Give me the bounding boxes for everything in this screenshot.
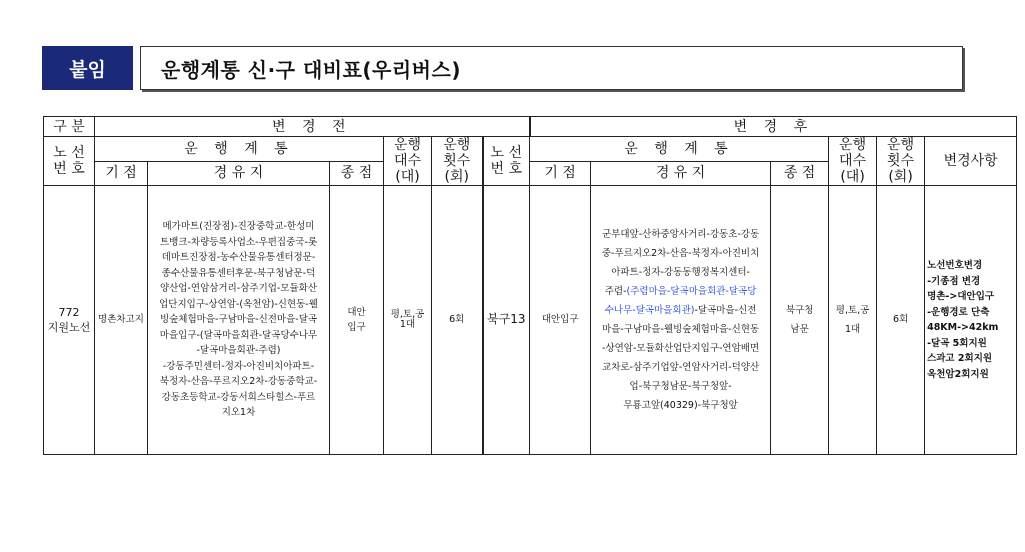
before-via-lines xyxy=(151,219,326,421)
after-start: 대안입구 xyxy=(530,186,591,455)
change-line: 노선번호변경 xyxy=(927,260,983,271)
after-via-line xyxy=(594,282,767,301)
after-count-line2: 1대 xyxy=(844,324,861,335)
header-changes: 변경사항 xyxy=(925,137,1017,186)
after-via-text: 업-북구청남문-북구청앞- xyxy=(629,381,732,392)
header-route-no-after-line2: 번 호 xyxy=(490,161,523,177)
header-via-before: 경 유 지 xyxy=(148,161,330,186)
before-freq: 6회 xyxy=(432,186,483,455)
before-via-line: -강동주민센터-정자-아진비치아파트- xyxy=(162,360,315,372)
after-via-text: 중-푸르지오2차-산음-북정자-아진비치 xyxy=(601,248,760,259)
after-via-line xyxy=(594,225,767,244)
before-via-line: 종수산물유통센터후문-북구청남문-덕 xyxy=(161,267,316,279)
header-row-2 xyxy=(44,137,1017,162)
before-end xyxy=(330,186,384,455)
header-route-no-before xyxy=(44,137,95,186)
before-count-line1: 평,토,공 xyxy=(390,309,425,320)
after-via-text: 군부대앞-산하중앙사거리-강동초-강동 xyxy=(602,229,760,240)
after-via-line xyxy=(594,339,767,358)
before-via-line: 트뱅크-차량등록사업소-우편집중국-롯 xyxy=(159,236,318,248)
before-via-line: 양산업-연암삼거리-삼주기업-모듈화산 xyxy=(159,283,318,295)
after-via-line xyxy=(594,263,767,282)
before-via-line: 데마트진장점-농수산물유통센터정문- xyxy=(161,252,316,264)
header-before: 변 경 전 xyxy=(95,117,530,137)
before-start: 명촌차고지 xyxy=(95,186,148,455)
header-count-after-line3: (대) xyxy=(840,169,865,185)
header-freq-before xyxy=(432,137,483,186)
header-freq-after-line2: 횟수 xyxy=(887,153,915,169)
after-route-number: 북구13 xyxy=(483,186,530,455)
comparison-table xyxy=(43,116,1017,455)
before-via-line: 업단지입구-상연암-(옥천암)-신현동-웰 xyxy=(159,298,318,310)
change-line: -운행경로 단축 xyxy=(927,306,990,318)
after-via-text: 마을-구남마을-웰빙숲체험마을-신현동 xyxy=(602,324,760,335)
after-end-line2: 남문 xyxy=(790,324,809,335)
before-via-line: 메가마트(진장점)-진장중학교-한성미 xyxy=(162,221,315,233)
change-line: 스과고 2회지원 xyxy=(927,353,993,364)
change-lines xyxy=(927,258,1016,382)
attachment-badge xyxy=(42,46,133,90)
before-via-line: -달곡마을회관-주렴) xyxy=(196,345,281,357)
header-gubun: 구 분 xyxy=(44,117,95,137)
header-freq-after-line1: 운행 xyxy=(887,137,915,153)
after-via-text: 교차로-삼주기업앞-연암사거리-덕양산 xyxy=(602,362,760,373)
after-via-line xyxy=(594,320,767,339)
header-count-line1: 운행 xyxy=(393,137,422,153)
header-freq-line3: (회) xyxy=(444,169,469,185)
before-via-line: 북정자-산음-푸르지오2차-강동중학교- xyxy=(159,376,318,388)
header-freq-after-line3: (회) xyxy=(888,169,913,185)
after-via-line xyxy=(594,244,767,263)
change-line: 48KM->42km xyxy=(927,322,999,333)
header-after: 변 경 후 xyxy=(530,117,1017,137)
header-start-after: 기 점 xyxy=(530,161,591,186)
header-freq-after xyxy=(877,137,925,186)
after-via-highlight: (주렴마을-달곡마을회관-달곡당 xyxy=(626,286,757,297)
after-changes xyxy=(925,186,1017,455)
change-line: -달곡 5회지원 xyxy=(927,337,987,349)
before-via-line: 빙숲체험마을-구남마을-신전마을-달곡 xyxy=(159,314,318,326)
before-count xyxy=(384,186,432,455)
after-via-highlight: 수나무-달곡마을회관) xyxy=(604,305,695,316)
after-via-tail: -달곡마을-신전 xyxy=(694,305,757,316)
after-count-line1: 평,토,공 xyxy=(835,305,870,316)
after-via-line xyxy=(594,301,767,320)
header-system-after: 운 행 계 통 xyxy=(530,137,829,162)
before-end-line1: 대안 xyxy=(347,306,366,318)
header-freq-line2: 횟수 xyxy=(443,153,471,169)
header-count-after xyxy=(829,137,877,186)
header-via-after: 경 유 지 xyxy=(591,161,771,186)
after-via-line xyxy=(594,396,767,415)
before-route-number-line2: 지원노선 xyxy=(47,321,91,334)
header-end-before: 종 점 xyxy=(330,161,384,186)
after-via-text: 무룡고앞(40329)-북구청앞 xyxy=(623,400,738,411)
change-line: 옥천암2회지원 xyxy=(927,368,989,380)
before-route-number-line1: 772 xyxy=(58,306,80,319)
after-via-line xyxy=(594,358,767,377)
change-line: -기종점 변경 xyxy=(927,275,981,287)
header-freq-line1: 운행 xyxy=(443,137,471,153)
before-via xyxy=(148,186,330,455)
header-row-1 xyxy=(44,117,1017,137)
change-line: 명촌->대안입구 xyxy=(927,291,995,302)
before-route-number xyxy=(44,186,95,455)
after-via-line xyxy=(594,377,767,396)
header-start-before: 기 점 xyxy=(95,161,148,186)
document-title-box xyxy=(140,46,963,90)
before-via-line: 강동초등학교-강동서희스타힐스-푸르 xyxy=(161,391,316,403)
header-count-line2: 대수 xyxy=(393,153,422,169)
table-row xyxy=(44,186,1017,455)
header-route-no-line1: 노 선 xyxy=(53,145,85,161)
after-via-text: 주렴- xyxy=(604,286,627,297)
header-end-after: 종 점 xyxy=(771,161,829,186)
after-via xyxy=(591,186,771,455)
before-via-line: 마을입구-(달곡마을회관-달곡당수나무 xyxy=(159,329,318,341)
before-count-line2: 1대 xyxy=(399,319,416,330)
document-title: 운행계통 신·구 대비표(우리버스) xyxy=(161,57,461,82)
attachment-badge-label: 붙임 xyxy=(69,58,106,81)
header-route-no-after xyxy=(483,137,530,186)
header-system-before: 운 행 계 통 xyxy=(95,137,384,162)
header-count-after-line1: 운행 xyxy=(839,137,867,153)
header-count-before xyxy=(384,137,432,186)
after-via-text: -상연암-모듈화산업단지입구-연암배면 xyxy=(602,343,760,354)
after-end-line1: 북구청 xyxy=(785,305,814,316)
header-route-no-line2: 번 호 xyxy=(53,161,85,177)
after-via-lines xyxy=(594,225,767,415)
header-route-no-after-line1: 노 선 xyxy=(490,145,523,161)
before-via-line: 지오1차 xyxy=(221,407,256,419)
before-end-line2: 입구 xyxy=(347,322,366,333)
after-via-text: 아파트-정자-강동동행정복지센터- xyxy=(611,267,750,278)
after-count xyxy=(829,186,877,455)
header-count-after-line2: 대수 xyxy=(839,153,867,169)
after-freq: 6회 xyxy=(877,186,925,455)
header-count-line3: (대) xyxy=(395,169,420,185)
after-end xyxy=(771,186,829,455)
